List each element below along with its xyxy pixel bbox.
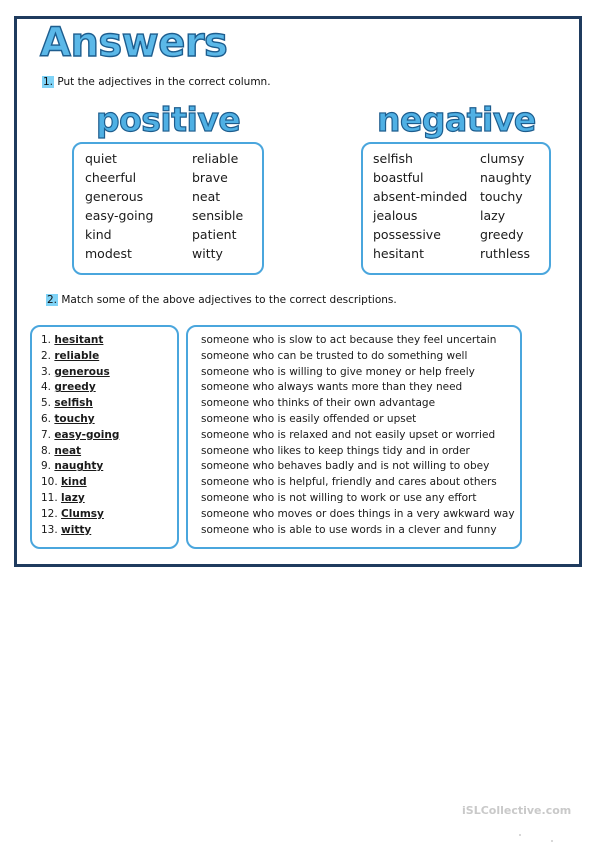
adjective: sensible — [192, 208, 244, 223]
adjective: boastful — [373, 170, 424, 185]
item-number: 10. — [41, 476, 58, 489]
adjective: generous — [85, 189, 144, 204]
item-number: 5. — [41, 397, 52, 410]
answer-word: neat — [54, 444, 82, 457]
task2-text: Match some of the above adjectives to the correct descriptions. — [61, 294, 397, 306]
answer-word: witty — [61, 523, 92, 536]
list-item — [41, 428, 119, 444]
adjective: brave — [192, 170, 228, 185]
description: someone who behaves badly and is not willing to obey — [201, 460, 490, 473]
description: someone who is not willing to work or use any effort — [201, 491, 477, 504]
list-item — [41, 349, 119, 365]
answer-word: generous — [54, 365, 110, 378]
answer-word: naughty — [54, 460, 104, 473]
adjective: naughty — [480, 170, 532, 185]
description: someone who likes to keep things tidy and in order — [201, 444, 470, 457]
adjective: patient — [192, 227, 237, 242]
adjective: possessive — [373, 227, 441, 242]
task2-number: 2. — [47, 294, 58, 306]
list-item — [41, 333, 119, 349]
answer-word: hesitant — [54, 334, 104, 346]
answer-word: kind — [61, 476, 87, 489]
item-number: 6. — [41, 412, 52, 425]
description: someone who is slow to act because they feel uncertain — [201, 334, 497, 346]
answer-word: lazy — [61, 491, 85, 504]
item-number: 3. — [41, 365, 52, 378]
answer-word: touchy — [54, 412, 95, 425]
description: someone who thinks of their own advantage — [201, 397, 436, 410]
adjective: touchy — [480, 189, 523, 204]
description: someone who is easily offended or upset — [201, 412, 417, 425]
page-title: Answers — [40, 20, 228, 66]
answer-list — [41, 333, 119, 538]
description: someone who always wants more than they need — [201, 381, 463, 394]
item-number: 2. — [41, 349, 52, 362]
adjective: neat — [192, 189, 221, 204]
decorative-dot — [551, 840, 553, 842]
item-number: 1. — [41, 334, 52, 346]
item-number: 12. — [41, 507, 58, 520]
item-number: 4. — [41, 381, 52, 394]
adjective: kind — [85, 227, 112, 242]
negative-col2 — [480, 149, 532, 263]
task1-number: 1. — [43, 76, 54, 88]
adjective: cheerful — [85, 170, 137, 185]
negative-heading: negative — [377, 100, 536, 139]
adjective: jealous — [373, 208, 418, 223]
item-number: 7. — [41, 428, 52, 441]
adjective: witty — [192, 246, 223, 261]
description: someone who moves or does things in a very awkward way — [201, 507, 515, 520]
adjective: easy-going — [85, 208, 154, 223]
list-item — [41, 412, 119, 428]
list-item — [41, 507, 119, 523]
positive-col2 — [192, 149, 243, 263]
answer-word: reliable — [54, 349, 100, 362]
adjective: quiet — [85, 151, 117, 166]
description: someone who can be trusted to do something well — [201, 349, 468, 362]
item-number: 9. — [41, 460, 52, 473]
item-number: 8. — [41, 444, 52, 457]
answer-word: greedy — [54, 381, 96, 394]
description: someone who is willing to give money or help freely — [201, 365, 475, 378]
adjective: absent-minded — [373, 189, 468, 204]
list-item — [41, 396, 119, 412]
task2-instruction — [46, 294, 397, 306]
answer-word: Clumsy — [61, 507, 104, 520]
negative-col1 — [373, 149, 467, 263]
answer-word: selfish — [54, 397, 93, 410]
adjective: modest — [85, 246, 132, 261]
list-item — [41, 459, 119, 475]
task1-instruction — [42, 76, 271, 88]
description: someone who is helpful, friendly and cares about others — [201, 476, 497, 489]
description: someone who is able to use words in a clever and funny — [201, 523, 497, 536]
footer-watermark: iSLCollective.com — [462, 804, 572, 817]
adjective: greedy — [480, 227, 524, 242]
list-item — [41, 380, 119, 396]
positive-col1 — [85, 149, 153, 263]
adjective: selfish — [373, 151, 413, 166]
list-item — [41, 365, 119, 381]
adjective: reliable — [192, 151, 239, 166]
description: someone who is relaxed and not easily upset or worried — [201, 428, 496, 441]
description-list — [201, 333, 515, 538]
list-item — [41, 475, 119, 491]
decorative-dot — [519, 834, 521, 836]
adjective: lazy — [480, 208, 506, 223]
list-item — [41, 523, 119, 539]
adjective: clumsy — [480, 151, 525, 166]
list-item — [41, 491, 119, 507]
answer-word: easy-going — [54, 428, 120, 441]
item-number: 13. — [41, 523, 58, 536]
positive-heading: positive — [96, 100, 241, 139]
list-item — [41, 444, 119, 460]
adjective: hesitant — [373, 246, 424, 261]
task1-text: Put the adjectives in the correct column. — [57, 76, 271, 88]
item-number: 11. — [41, 491, 58, 504]
adjective: ruthless — [480, 246, 531, 261]
